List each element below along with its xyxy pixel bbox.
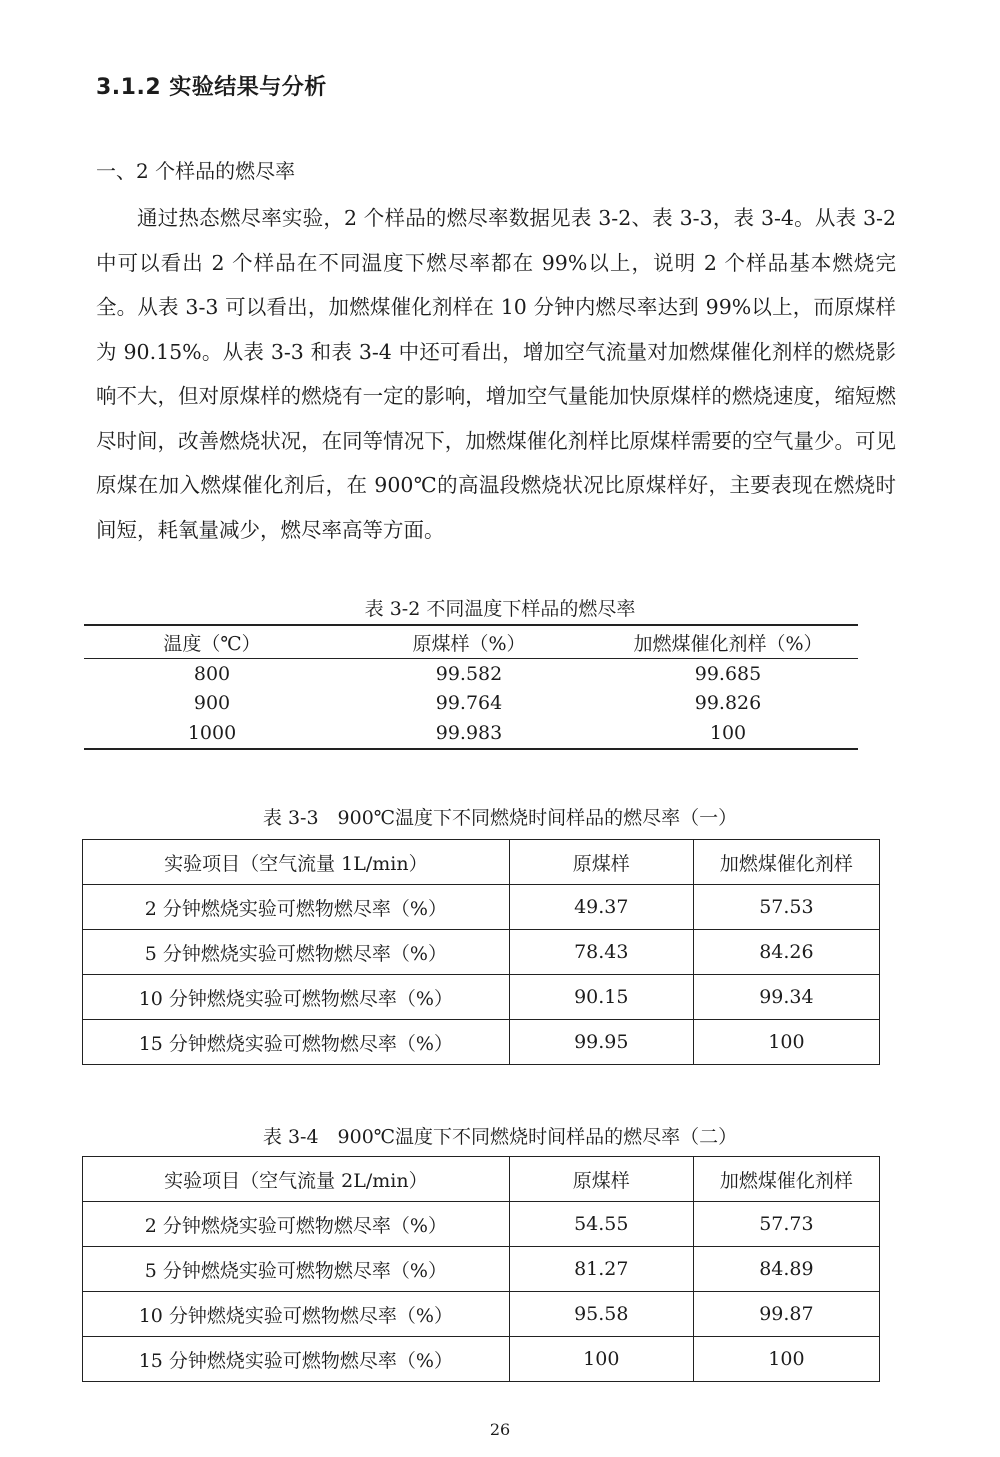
body-paragraph: 通过热态燃尽率实验，2 个样品的燃尽率数据见表 3-2、表 3-3，表 3-4。从表 3-2 中可以看出 2 个样品在不同温度下燃尽率都在 99%以上，说明 2 个样品基本燃烧完全。从表 3-3 可以看出，加燃煤催化剂样在 10 分钟内燃尽率达到 99%以上，而原煤样为 90.15%。从表 3-3 和表 3-4 中还可看出，增加空气流量对加燃煤催化剂样的燃烧影响不大，但对原煤样的燃烧有一定的影响，增加空气量能加快原煤样的燃烧速度，缩短燃尽时间，改善燃烧状况，在同等情况下，加燃煤催化剂样比原煤样需要的空气量少。可见原煤在加入燃煤催化剂后，在 900℃的高温段燃烧状况比原煤样好，主要表现在燃烧时间短，耗氧量减少，燃尽率高等方面。 — [96, 206, 896, 542]
table-header-cell: 加燃煤催化剂样 — [693, 1157, 879, 1202]
table-cell: 84.26 — [693, 930, 879, 975]
table-cell: 81.27 — [509, 1247, 693, 1292]
table-cell: 99.87 — [693, 1292, 879, 1337]
table-cell: 100 — [509, 1337, 693, 1382]
table-cell: 99.95 — [509, 1020, 693, 1065]
table-header-row — [83, 840, 880, 885]
table-row — [84, 689, 858, 719]
table-3-3 — [82, 839, 880, 1065]
table-cell: 5 分钟燃烧实验可燃物燃尽率（%） — [83, 930, 510, 975]
table-cell: 100 — [693, 1337, 879, 1382]
section-heading: 3.1.2 实验结果与分析 — [96, 75, 327, 100]
table-header-cell: 实验项目（空气流量 1L/min） — [83, 840, 510, 885]
table-header-cell: 原煤样 — [509, 1157, 693, 1202]
page-number: 26 — [489, 1420, 511, 1439]
table-3-4 — [82, 1156, 880, 1382]
table-row — [83, 1020, 880, 1065]
table-cell: 100 — [709, 721, 747, 744]
table-cell: 57.53 — [693, 885, 879, 930]
table-3-4-caption: 表 3-4 900℃温度下不同燃烧时间样品的燃尽率（二） — [262, 1126, 738, 1148]
table-row — [83, 1337, 880, 1382]
table-row — [83, 885, 880, 930]
subsection-heading: 一、2 个样品的燃尽率 — [96, 159, 296, 183]
table-cell: 99.764 — [435, 692, 503, 715]
table-cell: 78.43 — [509, 930, 693, 975]
table-row — [84, 718, 858, 749]
table-cell: 15 分钟燃烧实验可燃物燃尽率（%） — [83, 1337, 510, 1382]
table-cell: 99.34 — [693, 975, 879, 1020]
table-cell: 15 分钟燃烧实验可燃物燃尽率（%） — [83, 1020, 510, 1065]
table-cell: 57.73 — [693, 1202, 879, 1247]
table-cell: 49.37 — [509, 885, 693, 930]
table-cell: 800 — [193, 662, 231, 685]
table-header-cell: 温度（℃） — [163, 632, 261, 655]
table-header-row — [83, 1157, 880, 1202]
table-row — [83, 1202, 880, 1247]
table-cell: 100 — [693, 1020, 879, 1065]
table-row — [83, 1292, 880, 1337]
table-cell: 5 分钟燃烧实验可燃物燃尽率（%） — [83, 1247, 510, 1292]
table-row — [83, 975, 880, 1020]
table-cell: 2 分钟燃烧实验可燃物燃尽率（%） — [83, 885, 510, 930]
table-3-3-caption: 表 3-3 900℃温度下不同燃烧时间样品的燃尽率（一） — [262, 807, 738, 829]
table-cell: 99.983 — [435, 721, 503, 744]
table-row — [83, 1247, 880, 1292]
table-cell: 99.582 — [435, 662, 503, 685]
table-row — [83, 930, 880, 975]
table-header-row — [84, 625, 858, 659]
table-cell: 95.58 — [509, 1292, 693, 1337]
table-header-cell: 加燃煤催化剂样（%） — [633, 632, 823, 655]
table-cell: 99.685 — [694, 662, 762, 685]
table-header-cell: 加燃煤催化剂样 — [693, 840, 879, 885]
table-cell: 900 — [193, 692, 231, 715]
table-3-2-caption: 表 3-2 不同温度下样品的燃尽率 — [364, 598, 636, 620]
table-header-cell: 实验项目（空气流量 2L/min） — [83, 1157, 510, 1202]
table-cell: 99.826 — [694, 692, 762, 715]
table-row — [84, 659, 858, 689]
table-cell: 54.55 — [509, 1202, 693, 1247]
table-header-cell: 原煤样 — [509, 840, 693, 885]
table-cell: 10 分钟燃烧实验可燃物燃尽率（%） — [83, 1292, 510, 1337]
table-cell: 1000 — [187, 721, 237, 744]
table-cell: 2 分钟燃烧实验可燃物燃尽率（%） — [83, 1202, 510, 1247]
table-3-2 — [84, 624, 858, 750]
table-header-cell: 原煤样（%） — [412, 632, 526, 655]
table-cell: 84.89 — [693, 1247, 879, 1292]
table-cell: 90.15 — [509, 975, 693, 1020]
table-cell: 10 分钟燃烧实验可燃物燃尽率（%） — [83, 975, 510, 1020]
